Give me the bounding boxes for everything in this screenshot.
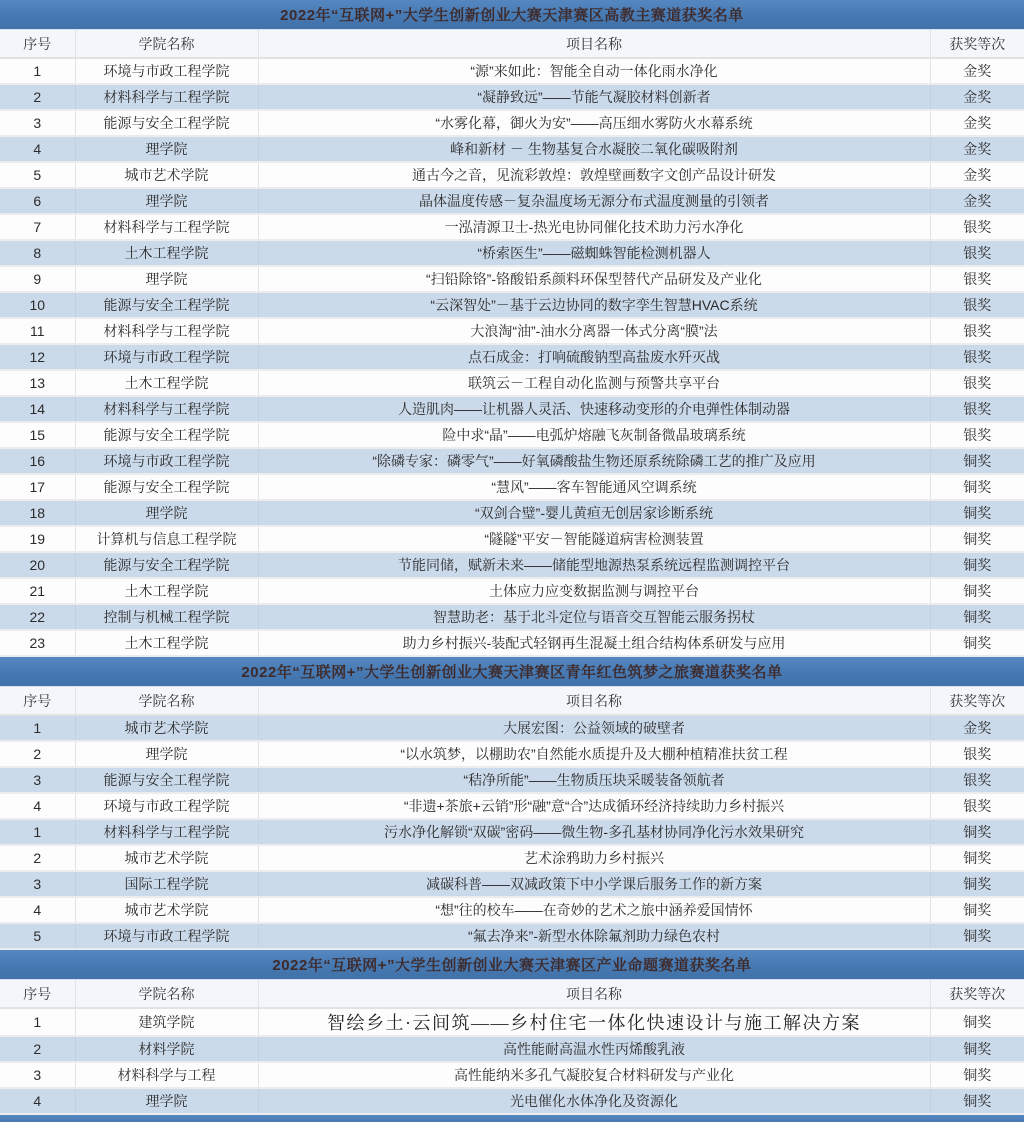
cell-college: 材料科学与工程学院 bbox=[75, 84, 258, 110]
cell-seq: 10 bbox=[0, 292, 75, 318]
cell-award: 银奖 bbox=[930, 214, 1024, 240]
column-header-row bbox=[0, 30, 1024, 58]
column-header: 学院名称 bbox=[75, 30, 258, 58]
cell-award: 金奖 bbox=[930, 58, 1024, 84]
cell-seq: 20 bbox=[0, 552, 75, 578]
cell-award: 金奖 bbox=[930, 110, 1024, 136]
table-row bbox=[0, 1062, 1024, 1088]
cell-seq: 1 bbox=[0, 58, 75, 84]
cell-project: 智绘乡土·云间筑——乡村住宅一体化快速设计与施工解决方案 bbox=[258, 1008, 930, 1036]
cell-college: 能源与安全工程学院 bbox=[75, 767, 258, 793]
cell-seq: 18 bbox=[0, 500, 75, 526]
cell-college: 城市艺术学院 bbox=[75, 897, 258, 923]
column-header-row bbox=[0, 980, 1024, 1008]
cell-project: 人造肌肉——让机器人灵活、快速移动变形的介电弹性体制动器 bbox=[258, 396, 930, 422]
cell-award: 铜奖 bbox=[930, 448, 1024, 474]
cell-project: 点石成金：打响硫酸钠型高盐废水歼灭战 bbox=[258, 344, 930, 370]
cell-college: 环境与市政工程学院 bbox=[75, 923, 258, 949]
cell-project: “扫铅除铬”-铬酸铅系颜料环保型替代产品研发及产业化 bbox=[258, 266, 930, 292]
table-row bbox=[0, 578, 1024, 604]
cell-award: 银奖 bbox=[930, 422, 1024, 448]
cell-college: 材料科学与工程学院 bbox=[75, 396, 258, 422]
award-table bbox=[0, 980, 1024, 1115]
table-row bbox=[0, 240, 1024, 266]
section-title: 2022年“互联网+”大学生创新创业大赛天津赛区青年红色筑梦之旅赛道获奖名单 bbox=[0, 657, 1024, 687]
cell-project: 艺术涂鸦助力乡村振兴 bbox=[258, 845, 930, 871]
cell-college: 材料科学与工程学院 bbox=[75, 819, 258, 845]
cell-college: 国际工程学院 bbox=[75, 871, 258, 897]
cell-college: 环境与市政工程学院 bbox=[75, 448, 258, 474]
award-section bbox=[0, 657, 1024, 950]
cell-seq: 1 bbox=[0, 819, 75, 845]
table-row bbox=[0, 1036, 1024, 1062]
column-header: 获奖等次 bbox=[930, 687, 1024, 715]
cell-award: 银奖 bbox=[930, 240, 1024, 266]
cell-award: 银奖 bbox=[930, 767, 1024, 793]
table-row bbox=[0, 1008, 1024, 1036]
cell-college: 能源与安全工程学院 bbox=[75, 292, 258, 318]
cell-college: 材料科学与工程学院 bbox=[75, 318, 258, 344]
table-row bbox=[0, 422, 1024, 448]
column-header: 获奖等次 bbox=[930, 30, 1024, 58]
table-row bbox=[0, 552, 1024, 578]
cell-seq: 4 bbox=[0, 793, 75, 819]
cell-project: 减碳科普——双减政策下中小学课后服务工作的新方案 bbox=[258, 871, 930, 897]
section-title: 2022年“互联网+”大学生创新创业大赛天津赛区产业命题赛道获奖名单 bbox=[0, 950, 1024, 980]
cell-seq: 3 bbox=[0, 110, 75, 136]
cell-award: 铜奖 bbox=[930, 630, 1024, 656]
cell-award: 铜奖 bbox=[930, 526, 1024, 552]
cell-award: 金奖 bbox=[930, 715, 1024, 741]
cell-award: 铜奖 bbox=[930, 1062, 1024, 1088]
cell-seq: 21 bbox=[0, 578, 75, 604]
cell-award: 银奖 bbox=[930, 292, 1024, 318]
table-row bbox=[0, 266, 1024, 292]
cell-college: 城市艺术学院 bbox=[75, 845, 258, 871]
table-row bbox=[0, 292, 1024, 318]
cell-seq: 15 bbox=[0, 422, 75, 448]
cell-project: “慧风”——客车智能通风空调系统 bbox=[258, 474, 930, 500]
column-header: 获奖等次 bbox=[930, 980, 1024, 1008]
table-row bbox=[0, 793, 1024, 819]
table-row bbox=[0, 767, 1024, 793]
cell-project: “想”往的校车——在奇妙的艺术之旅中涵养爱国情怀 bbox=[258, 897, 930, 923]
cell-project: “非遗+茶旅+云销”形“融”意“合”达成循环经济持续助力乡村振兴 bbox=[258, 793, 930, 819]
cell-seq: 8 bbox=[0, 240, 75, 266]
cell-seq: 2 bbox=[0, 1036, 75, 1062]
cell-project: 大展宏图：公益领域的破壁者 bbox=[258, 715, 930, 741]
cell-college: 土木工程学院 bbox=[75, 630, 258, 656]
column-header: 序号 bbox=[0, 30, 75, 58]
cell-seq: 7 bbox=[0, 214, 75, 240]
cell-seq: 2 bbox=[0, 845, 75, 871]
table-row bbox=[0, 58, 1024, 84]
column-header: 项目名称 bbox=[258, 980, 930, 1008]
cell-project: 光电催化水体净化及资源化 bbox=[258, 1088, 930, 1114]
cell-college: 环境与市政工程学院 bbox=[75, 793, 258, 819]
cell-seq: 3 bbox=[0, 871, 75, 897]
cell-college: 能源与安全工程学院 bbox=[75, 110, 258, 136]
cell-project: “秸净所能”——生物质压块采暖装备领航者 bbox=[258, 767, 930, 793]
cell-college: 土木工程学院 bbox=[75, 240, 258, 266]
award-table bbox=[0, 30, 1024, 657]
cell-seq: 13 bbox=[0, 370, 75, 396]
table-row bbox=[0, 1088, 1024, 1114]
table-row bbox=[0, 741, 1024, 767]
cell-seq: 11 bbox=[0, 318, 75, 344]
cell-project: “水雾化幕，御火为安”——高压细水雾防火水幕系统 bbox=[258, 110, 930, 136]
cell-college: 理学院 bbox=[75, 741, 258, 767]
section-title: 2022年“互联网+”大学生创新创业大赛天津赛区高教主赛道获奖名单 bbox=[0, 0, 1024, 30]
cell-award: 铜奖 bbox=[930, 474, 1024, 500]
cell-seq: 1 bbox=[0, 1008, 75, 1036]
cell-project: 土体应力应变数据监测与调控平台 bbox=[258, 578, 930, 604]
cell-award: 铜奖 bbox=[930, 871, 1024, 897]
cell-project: 一泓清源卫士-热光电协同催化技术助力污水净化 bbox=[258, 214, 930, 240]
cell-project: 高性能纳米多孔气凝胶复合材料研发与产业化 bbox=[258, 1062, 930, 1088]
table-row bbox=[0, 318, 1024, 344]
cell-award: 铜奖 bbox=[930, 1008, 1024, 1036]
column-header: 序号 bbox=[0, 687, 75, 715]
cell-award: 银奖 bbox=[930, 370, 1024, 396]
cell-college: 理学院 bbox=[75, 500, 258, 526]
cell-seq: 17 bbox=[0, 474, 75, 500]
cell-seq: 14 bbox=[0, 396, 75, 422]
cell-project: 大浪淘“油”-油水分离器一体式分离“膜”法 bbox=[258, 318, 930, 344]
table-row bbox=[0, 923, 1024, 949]
cell-project: 联筑云－工程自动化监测与预警共享平台 bbox=[258, 370, 930, 396]
cell-award: 铜奖 bbox=[930, 819, 1024, 845]
cell-project: “源”来如此：智能全自动一体化雨水净化 bbox=[258, 58, 930, 84]
cell-seq: 6 bbox=[0, 188, 75, 214]
cell-project: “隧隧”平安－智能隧道病害检测装置 bbox=[258, 526, 930, 552]
cell-award: 银奖 bbox=[930, 344, 1024, 370]
cell-seq: 9 bbox=[0, 266, 75, 292]
cell-college: 能源与安全工程学院 bbox=[75, 422, 258, 448]
column-header: 序号 bbox=[0, 980, 75, 1008]
table-row bbox=[0, 396, 1024, 422]
cell-seq: 5 bbox=[0, 162, 75, 188]
cell-project: “桥索医生”——磁蜘蛛智能检测机器人 bbox=[258, 240, 930, 266]
cell-award: 铜奖 bbox=[930, 897, 1024, 923]
cell-college: 理学院 bbox=[75, 136, 258, 162]
cell-college: 材料科学与工程 bbox=[75, 1062, 258, 1088]
cell-college: 材料科学与工程学院 bbox=[75, 214, 258, 240]
cell-college: 城市艺术学院 bbox=[75, 715, 258, 741]
table-row bbox=[0, 214, 1024, 240]
cell-college: 控制与机械工程学院 bbox=[75, 604, 258, 630]
cell-award: 银奖 bbox=[930, 396, 1024, 422]
column-header: 学院名称 bbox=[75, 687, 258, 715]
cell-seq: 2 bbox=[0, 741, 75, 767]
cell-seq: 3 bbox=[0, 1062, 75, 1088]
cell-award: 金奖 bbox=[930, 84, 1024, 110]
cell-project: 险中求“晶”——电弧炉熔融飞灰制备微晶玻璃系统 bbox=[258, 422, 930, 448]
table-row bbox=[0, 344, 1024, 370]
cell-project: “氟去净来”-新型水体除氟剂助力绿色农村 bbox=[258, 923, 930, 949]
cell-award: 银奖 bbox=[930, 793, 1024, 819]
cell-award: 金奖 bbox=[930, 136, 1024, 162]
cell-award: 铜奖 bbox=[930, 923, 1024, 949]
cell-project: 助力乡村振兴-装配式轻钢再生混凝土组合结构体系研发与应用 bbox=[258, 630, 930, 656]
cell-seq: 4 bbox=[0, 897, 75, 923]
table-row bbox=[0, 448, 1024, 474]
cell-seq: 5 bbox=[0, 923, 75, 949]
cell-seq: 4 bbox=[0, 1088, 75, 1114]
cell-project: “以水筑梦，以棚助农”自然能水质提升及大棚种植精准扶贫工程 bbox=[258, 741, 930, 767]
cell-college: 理学院 bbox=[75, 1088, 258, 1114]
cell-seq: 2 bbox=[0, 84, 75, 110]
table-row bbox=[0, 110, 1024, 136]
table-row bbox=[0, 84, 1024, 110]
table-row bbox=[0, 845, 1024, 871]
column-header: 项目名称 bbox=[258, 687, 930, 715]
table-row bbox=[0, 871, 1024, 897]
cell-award: 铜奖 bbox=[930, 1036, 1024, 1062]
table-row bbox=[0, 715, 1024, 741]
cell-seq: 22 bbox=[0, 604, 75, 630]
column-header: 学院名称 bbox=[75, 980, 258, 1008]
cell-seq: 3 bbox=[0, 767, 75, 793]
table-row bbox=[0, 604, 1024, 630]
cell-college: 土木工程学院 bbox=[75, 370, 258, 396]
cell-award: 铜奖 bbox=[930, 604, 1024, 630]
cell-project: “除磷专家：磷零气”——好氧磷酸盐生物还原系统除磷工艺的推广及应用 bbox=[258, 448, 930, 474]
column-header-row bbox=[0, 687, 1024, 715]
cell-award: 金奖 bbox=[930, 188, 1024, 214]
cell-award: 铜奖 bbox=[930, 1088, 1024, 1114]
cell-college: 建筑学院 bbox=[75, 1008, 258, 1036]
cell-college: 理学院 bbox=[75, 188, 258, 214]
award-table bbox=[0, 687, 1024, 950]
table-row bbox=[0, 500, 1024, 526]
cell-project: 智慧助老：基于北斗定位与语音交互智能云服务拐杖 bbox=[258, 604, 930, 630]
table-row bbox=[0, 188, 1024, 214]
award-section bbox=[0, 950, 1024, 1115]
cell-project: 高性能耐高温水性丙烯酸乳液 bbox=[258, 1036, 930, 1062]
cell-seq: 12 bbox=[0, 344, 75, 370]
cell-college: 材料学院 bbox=[75, 1036, 258, 1062]
cell-award: 银奖 bbox=[930, 741, 1024, 767]
cell-project: “凝静致远”——节能气凝胶材料创新者 bbox=[258, 84, 930, 110]
cell-college: 环境与市政工程学院 bbox=[75, 344, 258, 370]
cell-college: 环境与市政工程学院 bbox=[75, 58, 258, 84]
cell-award: 铜奖 bbox=[930, 845, 1024, 871]
table-row bbox=[0, 162, 1024, 188]
cell-project: “云深智处”－基于云边协同的数字孪生智慧HVAC系统 bbox=[258, 292, 930, 318]
cell-project: 节能同储，赋新未来——储能型地源热泵系统远程监测调控平台 bbox=[258, 552, 930, 578]
table-row bbox=[0, 526, 1024, 552]
column-header: 项目名称 bbox=[258, 30, 930, 58]
cell-award: 银奖 bbox=[930, 266, 1024, 292]
cell-award: 金奖 bbox=[930, 162, 1024, 188]
cell-college: 计算机与信息工程学院 bbox=[75, 526, 258, 552]
cell-award: 铜奖 bbox=[930, 552, 1024, 578]
cell-project: 污水净化解锁“双碳”密码——微生物-多孔基材协同净化污水效果研究 bbox=[258, 819, 930, 845]
cell-college: 土木工程学院 bbox=[75, 578, 258, 604]
table-row bbox=[0, 897, 1024, 923]
cell-award: 银奖 bbox=[930, 318, 1024, 344]
cell-seq: 1 bbox=[0, 715, 75, 741]
cell-college: 城市艺术学院 bbox=[75, 162, 258, 188]
cell-college: 能源与安全工程学院 bbox=[75, 474, 258, 500]
table-row bbox=[0, 136, 1024, 162]
table-row bbox=[0, 819, 1024, 845]
cell-seq: 23 bbox=[0, 630, 75, 656]
cell-college: 能源与安全工程学院 bbox=[75, 552, 258, 578]
cell-project: 晶体温度传感－复杂温度场无源分布式温度测量的引领者 bbox=[258, 188, 930, 214]
table-row bbox=[0, 630, 1024, 656]
cell-seq: 16 bbox=[0, 448, 75, 474]
table-row bbox=[0, 370, 1024, 396]
cell-award: 铜奖 bbox=[930, 578, 1024, 604]
cell-college: 理学院 bbox=[75, 266, 258, 292]
next-section-band bbox=[0, 1115, 1024, 1122]
cell-seq: 19 bbox=[0, 526, 75, 552]
cell-seq: 4 bbox=[0, 136, 75, 162]
cell-project: “双剑合璧”-婴儿黄疸无创居家诊断系统 bbox=[258, 500, 930, 526]
cell-project: 峰和新材 － 生物基复合水凝胶二氧化碳吸附剂 bbox=[258, 136, 930, 162]
table-row bbox=[0, 474, 1024, 500]
cell-award: 铜奖 bbox=[930, 500, 1024, 526]
cell-project: 通古今之音，见流彩敦煌：敦煌壁画数字文创产品设计研发 bbox=[258, 162, 930, 188]
